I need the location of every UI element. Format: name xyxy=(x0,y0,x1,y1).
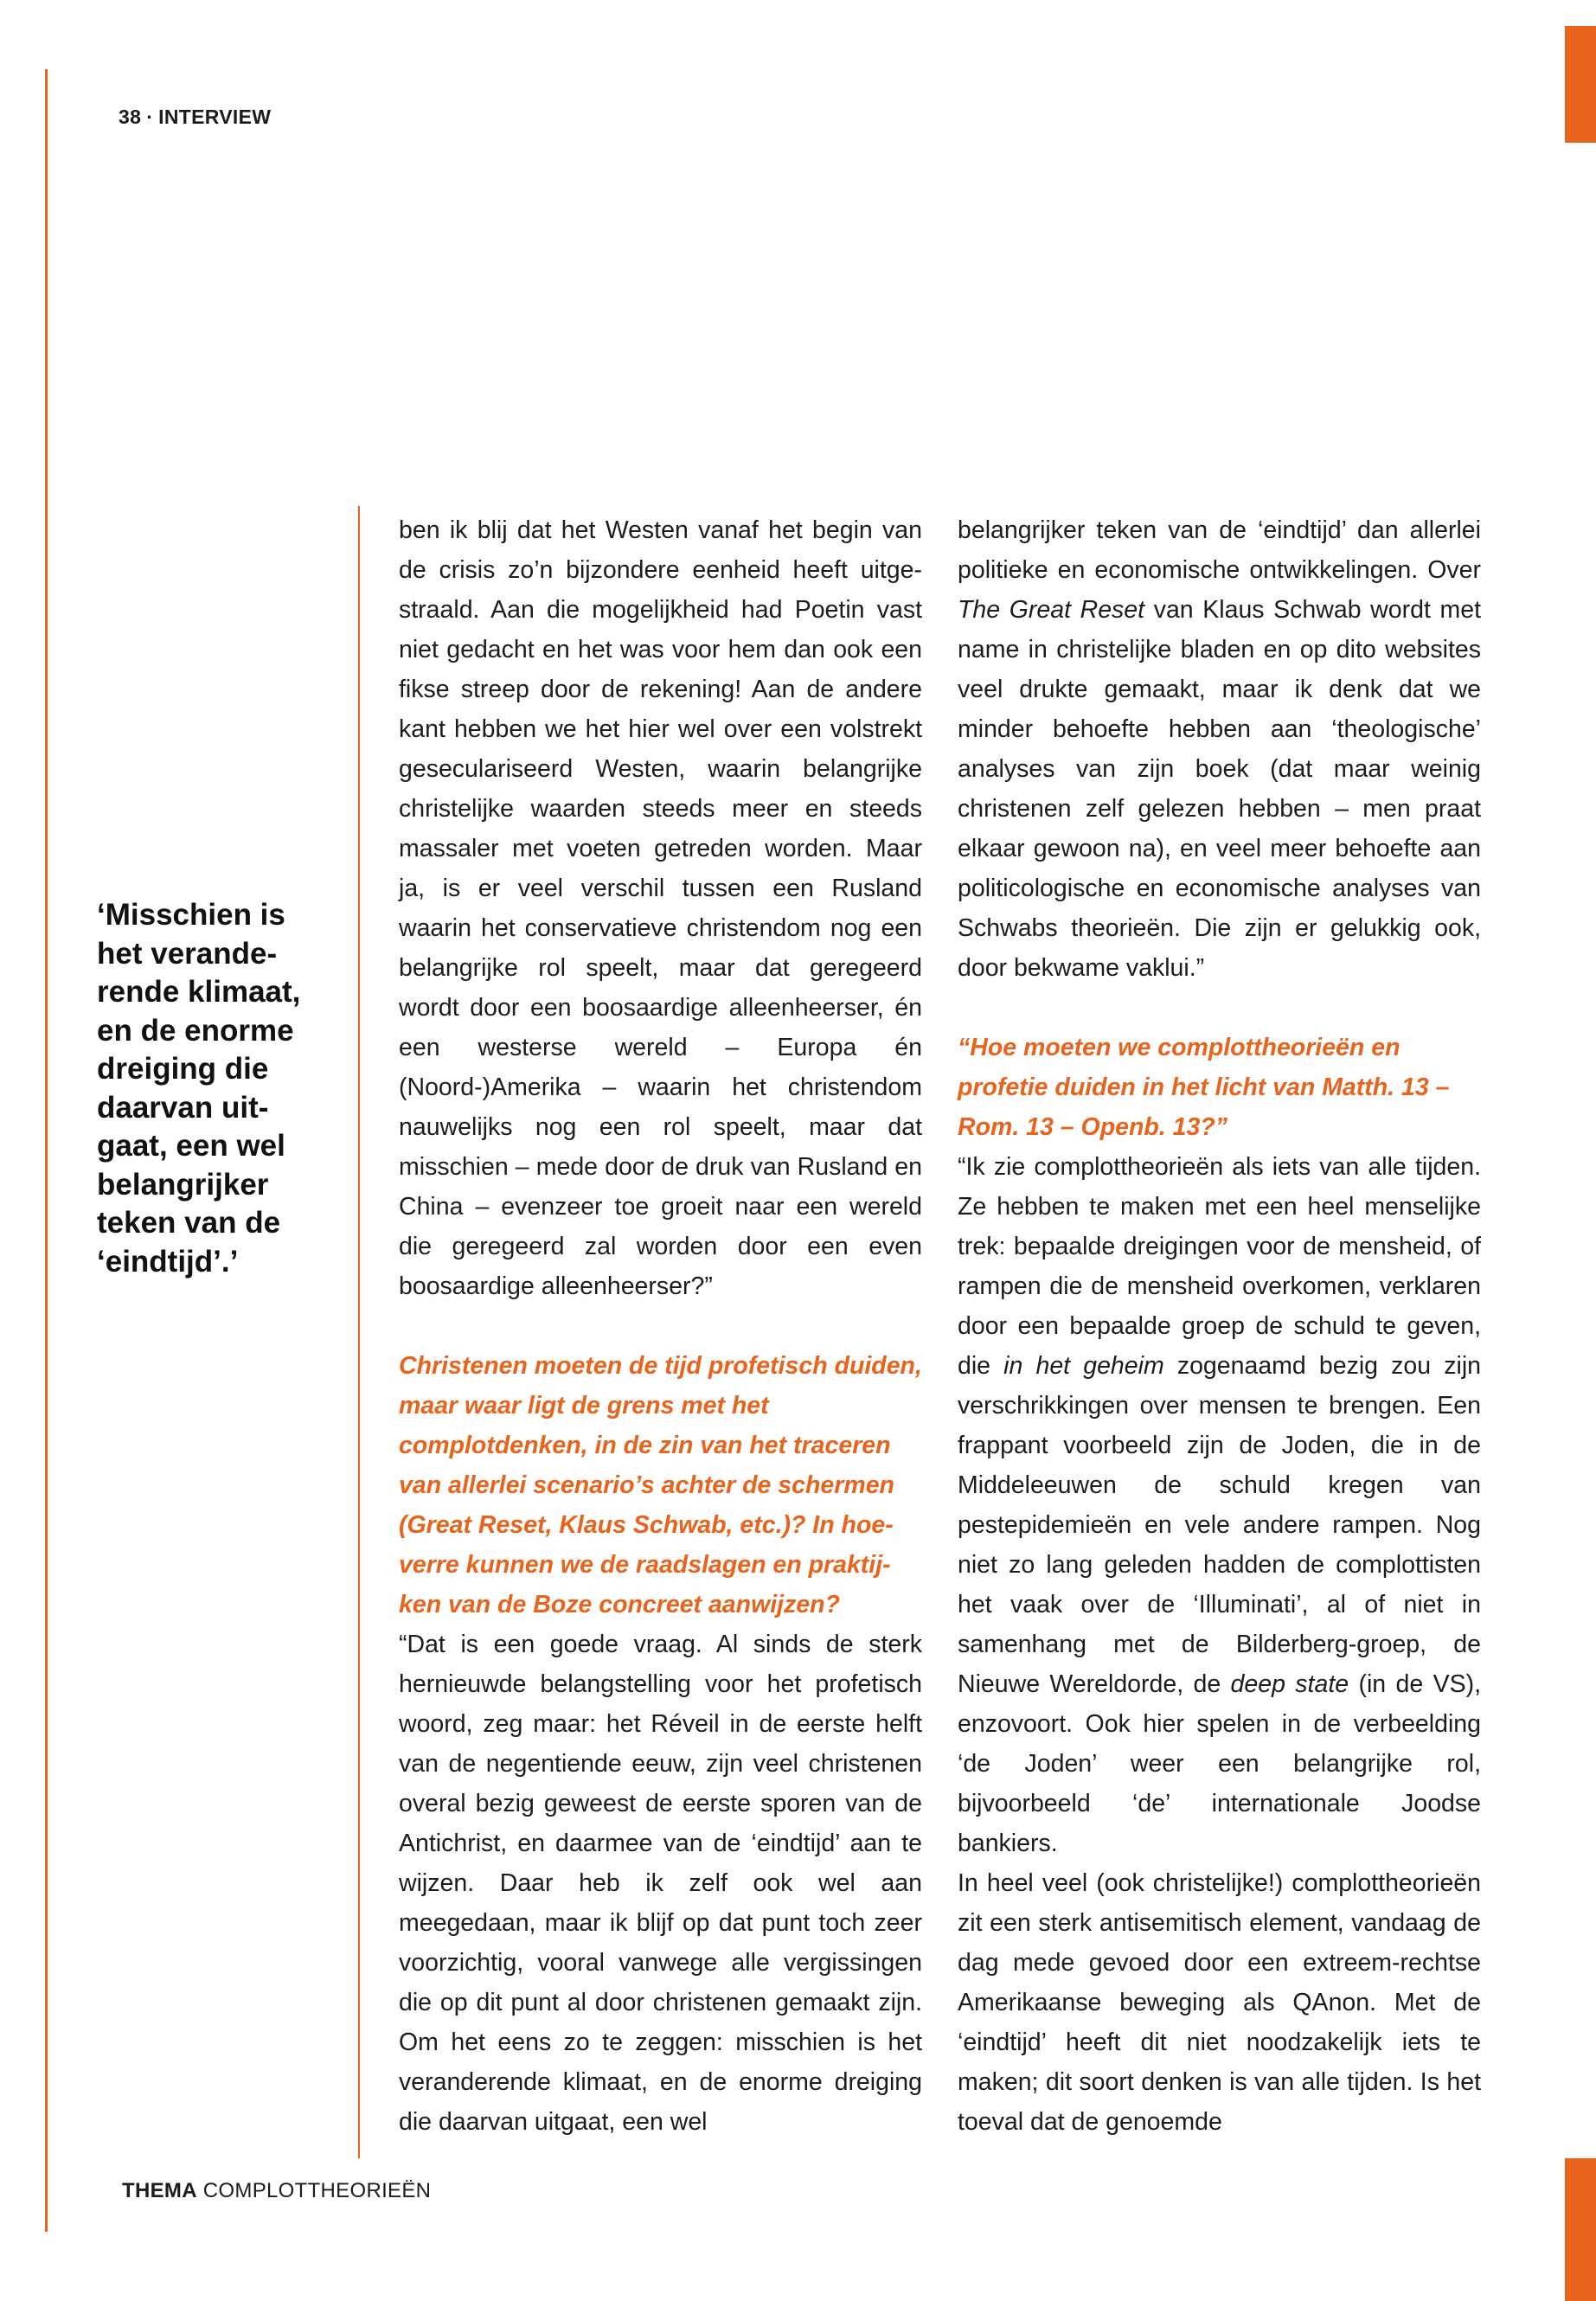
body-paragraph: “Dat is een goede vraag. Al sinds de sterk hernieuwde belangstelling voor het profetisch woord, zeg maar: het Réveil in de eerste helft van de negentiende eeuw, zijn veel christenen overal bezig geweest de eerste sporen van de Antichrist, en daarmee van de ‘eindtijd’ aan te wijzen. Daar heb ik zelf ook wel aan meegedaan, maar ik blijf op dat punt toch zeer voorzichtig, vooral vanwege alle vergissingen die op dit punt al door christenen gemaakt zijn. Om het eens zo te zeggen: misschien is het veranderende klimaat, en de enorme dreiging die daarvan uitgaat, een wel xyxy=(399,1631,922,2136)
body-paragraph: In heel veel (ook christelijke!) complottheorieën zit een sterk antisemitisch element, vandaag de dag mede gevoed door een extreem-rechtse Amerikaanse beweging als QAnon. Met de ‘eindtijd’ heeft dit niet noodzakelijk iets te maken; dit soort denken is van alle tijden. Is het toeval dat de genoemde xyxy=(958,1869,1481,2136)
italic-phrase: in het geheim xyxy=(1003,1352,1164,1380)
page-footer xyxy=(122,2179,431,2203)
interview-question: Christenen moeten de tijd profetisch duiden, maar waar ligt de grens met het complotdenken, in de zin van het traceren van allerlei scenario’s achter de schermen (Great Reset, Klaus Schwab, etc.)? In hoeverre kunnen we de raadslagen en praktijken van de Boze concreet aanwijzen? xyxy=(399,1352,922,1618)
footer-theme-label: THEMA xyxy=(122,2179,197,2202)
column-rule xyxy=(358,506,360,2158)
body-paragraph: “Ik zie complottheorieën als iets van alle tijden. Ze hebben te maken met een heel menselijke trek: bepaalde dreigingen voor de mensheid, of rampen die de mensheid overkomen, verklaren door een bepaalde groep de schuld te geven, die in het geheim zogenaamd bezig zou zijn verschrikkingen over mensen te brengen. Een frappant voorbeeld zijn de Joden, die in de Middeleeuwen de schuld kregen van pestepidemieën en vele andere rampen. Nog niet zo lang geleden hadden de complottisten het vaak over de ‘Illuminati’, al of niet in samenhang met de Bilderberg-groep, de Nieuwe Wereldorde, de deep state (in de VS), enzovoort. Ook hier spelen in de verbeelding ‘de Joden’ weer een belangrijke rol, bijvoorbeeld ‘de’ internationale Joodse bankiers. xyxy=(958,1153,1481,1857)
italic-phrase: deep state xyxy=(1230,1670,1349,1698)
page-header xyxy=(119,106,271,129)
italic-title: The Great Reset xyxy=(958,596,1145,624)
header-separator: · xyxy=(146,106,154,128)
article-column-2 xyxy=(958,510,1481,2142)
margin-rule xyxy=(45,69,48,2232)
interview-question: “Hoe moeten we complottheorieën en profetie duiden in het licht van Matth. 13 – Rom. 13 – Openb. 13?” xyxy=(958,1034,1450,1141)
body-paragraph: ben ik blij dat het Westen vanaf het begin van de crisis zo’n bijzondere eenheid heeft uitgestraald. Aan die mogelijkheid had Poetin vast niet gedacht en het was voor hem dan ook een fikse streep door de rekening! Aan de andere kant hebben we het hier wel over een volstrekt geseculariseerd Westen, waarin belangrijke christelijke waarden steeds meer en steeds massaler met voeten getreden worden. Maar ja, is er veel verschil tussen een Rusland waarin het conservatieve christendom nog een belangrijke rol speelt, maar dat geregeerd wordt door een boosaardige alleenheerser, én een westerse wereld – Europa én (Noord-)Amerika – waarin het christendom nauwelijks nog een rol speelt, maar dat misschien – mede door de druk van Rusland en China – evenzeer toe groeit naar een wereld die geregeerd zal worden door een even boosaardige alleenheerser?” xyxy=(399,516,922,1300)
page-tab-bottom xyxy=(1565,2158,1596,2301)
page-tab-top xyxy=(1565,26,1596,143)
body-paragraph: belangrijker teken van de ‘eindtijd’ dan allerlei politieke en economische ontwikkelingen. Over The Great Reset van Klaus Schwab wordt met name in christelijke bladen en op dito websites veel drukte gemaakt, maar ik denk dat we minder behoefte hebben aan ‘theologische’ analyses van zijn boek (dat maar weinig christenen zelf gelezen hebben – men praat elkaar gewoon na), en veel meer behoefte aan politicologische en economische analyses van Schwabs theorieën. Die zijn er gelukkig ook, door bekwame vaklui.” xyxy=(958,516,1481,982)
page-number: 38 xyxy=(119,106,142,128)
article-column-1 xyxy=(399,510,922,2142)
footer-topic: COMPLOTTHEORIEËN xyxy=(196,2179,432,2202)
pull-quote: ‘Misschien is het veranderende klimaat, en de enorme dreiging die daarvan uitgaat, een wel belangrijker teken van de ‘eindtijd’.’ xyxy=(97,898,301,1279)
section-label: INTERVIEW xyxy=(158,106,272,128)
